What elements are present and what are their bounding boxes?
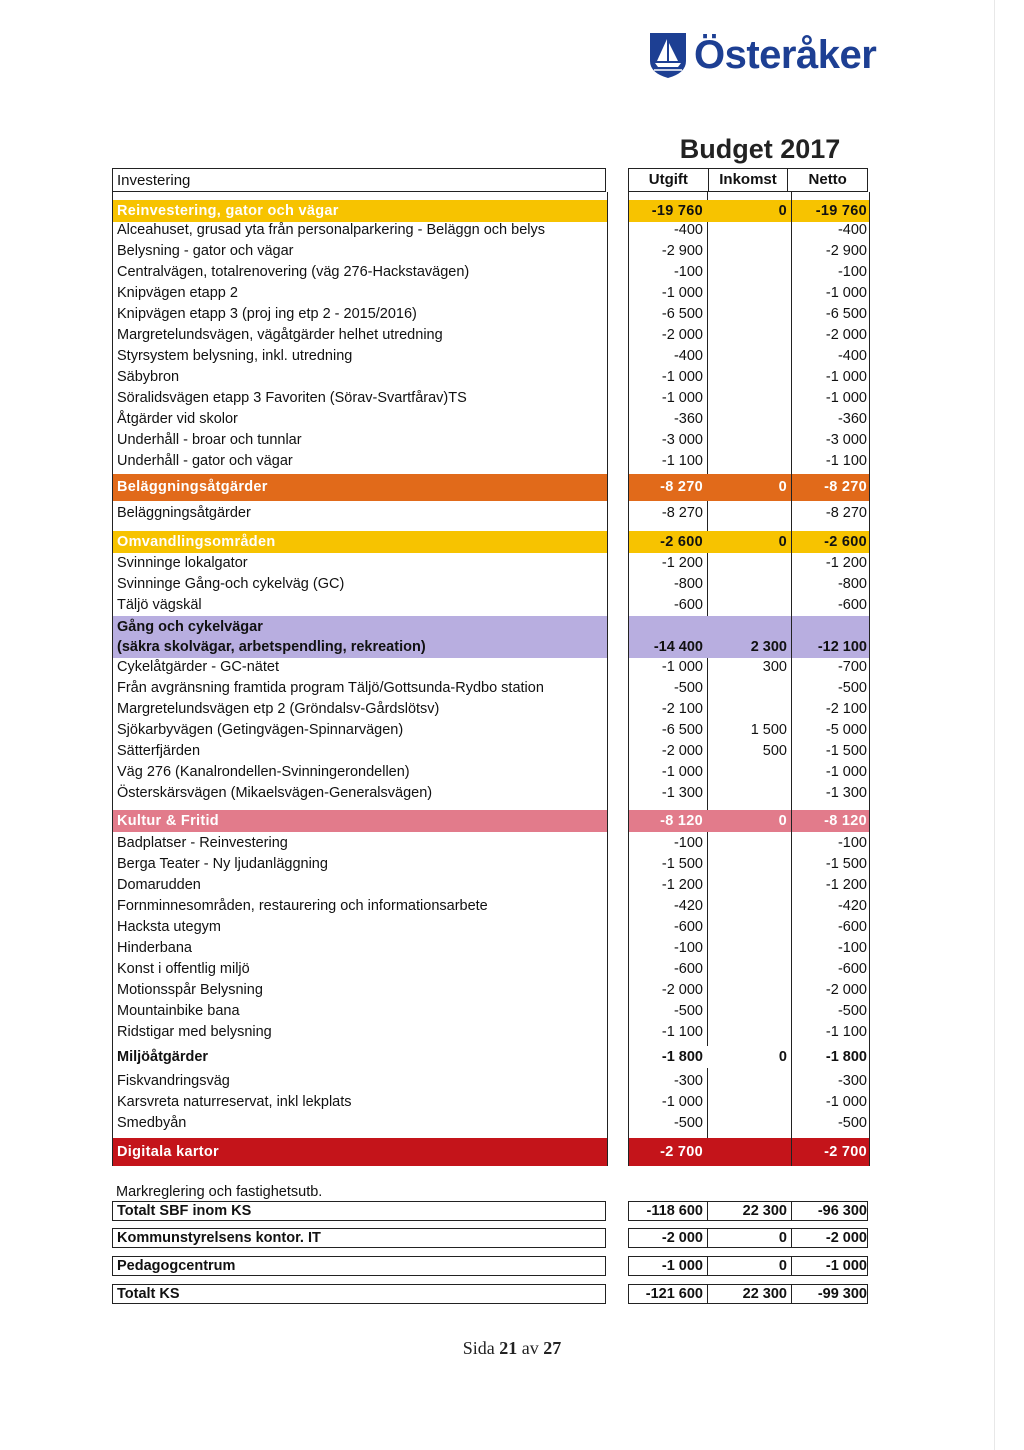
table-row-label: Belysning - gator och vägar	[117, 243, 294, 259]
cell-inkomst: 0	[778, 813, 787, 829]
total-row-values	[628, 1256, 868, 1276]
table-row-values	[629, 346, 869, 367]
table-row-label: Söralidsvägen etapp 3 Favoriten (Sörav-Svartfårav)TS	[117, 390, 467, 406]
col-header-utgift: Utgift	[648, 171, 688, 188]
total-cell-utgift: -1 000	[661, 1258, 703, 1274]
table-row-values	[629, 699, 869, 720]
table-row-values	[629, 503, 869, 524]
table-row-values	[629, 896, 869, 917]
cell-netto: -2 000	[825, 982, 867, 998]
cell-utgift: -600	[673, 597, 703, 613]
table-row-values	[629, 304, 869, 325]
table-row-label: Styrsystem belysning, inkl. utredning	[117, 348, 353, 364]
cell-utgift: -1 100	[661, 1024, 703, 1040]
page-edge	[994, 0, 995, 1450]
total-row-values	[628, 1284, 868, 1304]
cell-utgift: -14 400	[653, 639, 703, 655]
table-row-label: Sjökarbyvägen (Getingvägen-Spinnarvägen)	[117, 722, 404, 738]
total-row-label: Totalt KS	[112, 1284, 606, 1304]
category-row-label: Gång och cykelvägar	[113, 616, 607, 638]
cell-utgift: -1 000	[661, 369, 703, 385]
cell-utgift: -8 270	[661, 505, 703, 521]
table-column-headers	[628, 168, 868, 192]
cell-netto: -500	[837, 1115, 867, 1131]
cell-utgift: -1 200	[661, 877, 703, 893]
footer-page: 21	[499, 1338, 518, 1358]
table-row-values	[629, 741, 869, 762]
total-cell-utgift: -2 000	[661, 1230, 703, 1246]
cell-utgift: -1 300	[661, 785, 703, 801]
table-row-label: Centralvägen, totalrenovering (väg 276-Hackstavägen)	[117, 264, 470, 280]
table-row-values	[629, 657, 869, 678]
cell-utgift: -1 000	[661, 285, 703, 301]
table-row-values	[629, 241, 869, 262]
table-row-label: Beläggningsåtgärder	[117, 505, 251, 521]
table-row-label: Underhåll - gator och vägar	[117, 453, 293, 469]
table-row-values	[629, 875, 869, 896]
cell-utgift: -500	[673, 680, 703, 696]
category-row-values	[629, 616, 869, 638]
cell-utgift: -8 270	[660, 479, 703, 495]
cell-utgift: -100	[673, 264, 703, 280]
row-values-column	[628, 192, 870, 1166]
table-row-label: Ridstigar med belysning	[117, 1024, 272, 1040]
cell-netto: -1 500	[825, 856, 867, 872]
table-row-values	[629, 917, 869, 938]
table-row-values	[629, 574, 869, 595]
table-row-label: Fiskvandringsväg	[117, 1073, 230, 1089]
category-row-label: (säkra skolvägar, arbetspendling, rekreation)	[113, 636, 607, 658]
footer-total: 27	[543, 1338, 562, 1358]
municipality-logo	[648, 30, 876, 80]
cell-netto: -400	[837, 222, 867, 238]
table-row-label: Väg 276 (Kanalrondellen-Svinningerondellen)	[117, 764, 410, 780]
total-cell-inkomst: 0	[778, 1230, 787, 1246]
category-row-label: Reinvestering, gator och vägar	[113, 200, 607, 222]
cell-utgift: -2 000	[661, 982, 703, 998]
table-row-label: Smedbyån	[117, 1115, 187, 1131]
cell-utgift: -500	[673, 1003, 703, 1019]
total-cell-inkomst: 22 300	[742, 1203, 787, 1219]
crest-icon	[648, 31, 688, 79]
table-row-values	[629, 388, 869, 409]
table-row-label: Margretelundsvägen etp 2 (Gröndalsv-Gårdslötsv)	[117, 701, 440, 717]
footer-prefix: Sida	[462, 1338, 495, 1358]
category-row-values	[629, 531, 869, 553]
cell-utgift: -2 900	[661, 243, 703, 259]
cell-netto: -600	[837, 919, 867, 935]
markreglering-label: Markreglering och fastighetsutb.	[116, 1184, 323, 1200]
cell-netto: -1 000	[825, 764, 867, 780]
cell-netto: -5 000	[825, 722, 867, 738]
cell-netto: -3 000	[825, 432, 867, 448]
total-row-label: Totalt SBF inom KS	[112, 1201, 606, 1221]
cell-netto: -2 900	[825, 243, 867, 259]
table-row-values	[629, 283, 869, 304]
cell-utgift: -360	[673, 411, 703, 427]
cell-utgift: -800	[673, 576, 703, 592]
cell-inkomst: 0	[778, 534, 787, 550]
cell-utgift: -1 000	[661, 659, 703, 675]
cell-netto: -1 100	[825, 1024, 867, 1040]
cell-inkomst: 0	[778, 479, 787, 495]
table-row-label: Österskärsvägen (Mikaelsvägen-Generalsvägen)	[117, 785, 433, 801]
table-row-label: Konst i offentlig miljö	[117, 961, 250, 977]
category-row-label: Miljöåtgärder	[113, 1046, 607, 1068]
table-row-label: Badplatser - Reinvestering	[117, 835, 288, 851]
cell-netto: -600	[837, 961, 867, 977]
cell-utgift: -2 000	[661, 327, 703, 343]
cell-utgift: -1 100	[661, 453, 703, 469]
table-row-values	[629, 959, 869, 980]
footer-sep: av	[521, 1338, 539, 1358]
table-row-values	[629, 553, 869, 574]
table-row-values	[629, 451, 869, 472]
category-row-label: Kultur & Fritid	[113, 810, 607, 832]
category-row-values	[629, 636, 869, 658]
table-row-values	[629, 1092, 869, 1113]
cell-utgift: -2 600	[660, 534, 703, 550]
table-row-label: Svinninge Gång-och cykelväg (GC)	[117, 576, 345, 592]
table-row-label: Alceahuset, grusad yta från personalparkering - Beläggn och belys	[117, 222, 546, 238]
total-cell-inkomst: 0	[778, 1258, 787, 1274]
cell-netto: -1 100	[825, 453, 867, 469]
total-cell-netto: -2 000	[825, 1230, 867, 1246]
table-row-label: Åtgärder vid skolor	[117, 411, 238, 427]
total-cell-netto: -99 300	[817, 1286, 867, 1302]
cell-inkomst: 1 500	[750, 722, 787, 738]
table-row-label: Domarudden	[117, 877, 201, 893]
cell-netto: -1 000	[825, 390, 867, 406]
table-row-values	[629, 1001, 869, 1022]
table-row-label: Fornminnesområden, restaurering och informationsarbete	[117, 898, 488, 914]
table-row-values	[629, 1113, 869, 1134]
category-row-values	[629, 1046, 869, 1068]
cell-utgift: -1 800	[661, 1049, 703, 1065]
cell-netto: -500	[837, 1003, 867, 1019]
table-row-label: Sätterfjärden	[117, 743, 201, 759]
table-row-label: Säbybron	[117, 369, 180, 385]
table-row-values	[629, 1071, 869, 1092]
cell-netto: -500	[837, 680, 867, 696]
cell-netto: -8 120	[824, 813, 867, 829]
cell-utgift: -1 500	[661, 856, 703, 872]
table-row-values	[629, 262, 869, 283]
table-row-values	[629, 720, 869, 741]
table-row-values	[629, 980, 869, 1001]
cell-netto: -100	[837, 940, 867, 956]
category-row-label: Omvandlingsområden	[113, 531, 607, 553]
table-row-label: Från avgränsning framtida program Täljö/Gottsunda-Rydbo station	[117, 680, 544, 696]
cell-utgift: -100	[673, 940, 703, 956]
table-row-label: Karsvreta naturreservat, inkl lekplats	[117, 1094, 352, 1110]
total-row-label: Pedagogcentrum	[112, 1256, 606, 1276]
cell-netto: -800	[837, 576, 867, 592]
cell-utgift: -1 000	[661, 390, 703, 406]
cell-utgift: -600	[673, 919, 703, 935]
table-row-values	[629, 854, 869, 875]
cell-netto: -1 200	[825, 877, 867, 893]
page-footer	[0, 1338, 1024, 1359]
cell-utgift: -600	[673, 961, 703, 977]
cell-utgift: -8 120	[660, 813, 703, 829]
table-row-label: Knipvägen etapp 2	[117, 285, 238, 301]
table-row-label: Motionsspår Belysning	[117, 982, 263, 998]
total-cell-utgift: -118 600	[646, 1203, 703, 1219]
row-labels-column	[112, 192, 608, 1166]
cell-netto: -2 100	[825, 701, 867, 717]
table-row-values	[629, 220, 869, 241]
total-cell-inkomst: 22 300	[742, 1286, 787, 1302]
cell-netto: -400	[837, 348, 867, 364]
cell-utgift: -500	[673, 1115, 703, 1131]
cell-netto: -1 300	[825, 785, 867, 801]
table-row-label: Svinninge lokalgator	[117, 555, 248, 571]
cell-utgift: -3 000	[661, 432, 703, 448]
cell-netto: -700	[837, 659, 867, 675]
category-row-values	[629, 810, 869, 832]
table-row-values	[629, 367, 869, 388]
cell-netto: -600	[837, 597, 867, 613]
cell-netto: -300	[837, 1073, 867, 1089]
cell-utgift: -2 100	[661, 701, 703, 717]
table-row-label: Täljö vägskäl	[117, 597, 202, 613]
cell-netto: -2 700	[824, 1144, 867, 1160]
cell-netto: -12 100	[817, 639, 867, 655]
cell-utgift: -2 000	[661, 743, 703, 759]
cell-inkomst: 2 300	[750, 639, 787, 655]
table-label-header: Investering	[112, 168, 606, 192]
table-row-values	[629, 409, 869, 430]
total-cell-utgift: -121 600	[645, 1286, 703, 1302]
cell-netto: -8 270	[824, 479, 867, 495]
cell-utgift: -400	[673, 222, 703, 238]
cell-netto: -1 800	[825, 1049, 867, 1065]
total-cell-netto: -1 000	[825, 1258, 867, 1274]
cell-netto: -1 200	[825, 555, 867, 571]
cell-utgift: -1 000	[661, 764, 703, 780]
cell-netto: -19 760	[815, 203, 867, 219]
total-row-label: Kommunstyrelsens kontor. IT	[112, 1228, 606, 1248]
table-row-label: Hacksta utegym	[117, 919, 221, 935]
cell-utgift: -1 200	[661, 555, 703, 571]
table-row-label: Knipvägen etapp 3 (proj ing etp 2 - 2015/2016)	[117, 306, 417, 322]
municipality-name: Österåker	[694, 32, 877, 77]
cell-utgift: -19 760	[651, 203, 703, 219]
table-row-label: Underhåll - broar och tunnlar	[117, 432, 302, 448]
cell-netto: -2 600	[824, 534, 867, 550]
category-row-values	[629, 474, 869, 501]
cell-netto: -1 000	[825, 285, 867, 301]
cell-utgift: -100	[673, 835, 703, 851]
cell-utgift: -6 500	[661, 722, 703, 738]
table-row-values	[629, 833, 869, 854]
cell-netto: -420	[837, 898, 867, 914]
cell-inkomst: 500	[762, 743, 787, 759]
category-row-label: Beläggningsåtgärder	[113, 474, 607, 501]
cell-inkomst: 0	[778, 1049, 787, 1065]
cell-inkomst: 300	[762, 659, 787, 675]
cell-utgift: -1 000	[661, 1094, 703, 1110]
table-row-label: Mountainbike bana	[117, 1003, 240, 1019]
category-row-label: Digitala kartor	[113, 1138, 607, 1166]
table-row-values	[629, 595, 869, 616]
table-row-values	[629, 430, 869, 451]
cell-netto: -1 500	[825, 743, 867, 759]
table-row-values	[629, 783, 869, 804]
table-row-label: Cykelåtgärder - GC-nätet	[117, 659, 279, 675]
budget-title: Budget 2017	[679, 134, 841, 164]
table-row-values	[629, 1022, 869, 1043]
table-row-values	[629, 325, 869, 346]
cell-utgift: -2 700	[660, 1144, 703, 1160]
cell-utgift: -420	[673, 898, 703, 914]
cell-utgift: -400	[673, 348, 703, 364]
total-row-values	[628, 1228, 868, 1248]
col-header-inkomst: Inkomst	[708, 169, 788, 191]
cell-inkomst: 0	[778, 203, 787, 219]
cell-netto: -360	[837, 411, 867, 427]
cell-netto: -6 500	[825, 306, 867, 322]
cell-netto: -100	[837, 264, 867, 280]
col-header-netto: Netto	[787, 169, 867, 191]
cell-utgift: -300	[673, 1073, 703, 1089]
table-row-values	[629, 678, 869, 699]
table-row-label: Margretelundsvägen, vägåtgärder helhet utredning	[117, 327, 443, 343]
cell-netto: -8 270	[825, 505, 867, 521]
table-row-values	[629, 938, 869, 959]
table-row-values	[629, 762, 869, 783]
category-row-values	[629, 1138, 869, 1166]
cell-netto: -1 000	[825, 1094, 867, 1110]
table-row-label: Hinderbana	[117, 940, 192, 956]
cell-utgift: -6 500	[661, 306, 703, 322]
category-row-values	[629, 200, 869, 222]
cell-netto: -2 000	[825, 327, 867, 343]
table-row-label: Berga Teater - Ny ljudanläggning	[117, 856, 328, 872]
total-row-values	[628, 1201, 868, 1221]
total-cell-netto: -96 300	[817, 1203, 867, 1219]
cell-netto: -100	[837, 835, 867, 851]
cell-netto: -1 000	[825, 369, 867, 385]
